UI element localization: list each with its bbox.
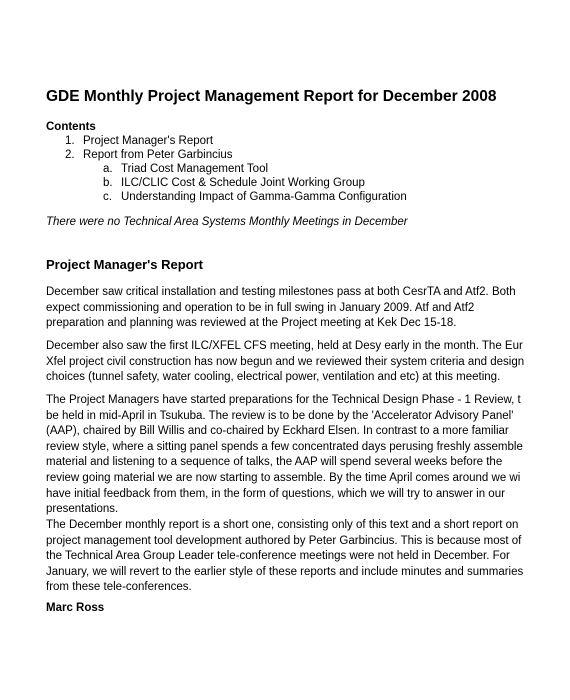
paragraph-line: preparation and planning was reviewed at the Project meeting at Kek Dec 15-18. (46, 317, 457, 330)
paragraph-line: December saw critical installation and testing milestones pass at both CesrTA and Atf2. Both (46, 286, 516, 298)
toc-subitem (103, 191, 407, 203)
paragraph-line: be held in mid-April in Tsukuba. The review is to be done by the 'Accelerator Advisory Panel' (46, 409, 514, 422)
contents-heading: Contents (46, 121, 96, 133)
paragraph-line: material and listening to a sequence of talks, the AAP will spend several weeks before the (46, 456, 503, 469)
toc-label: Project Manager's Report (83, 135, 214, 147)
paragraph-line: review going material we are now starting to assemble. By the time April comes around we wi (46, 471, 521, 484)
paragraph-line: The December monthly report is a short one, consisting only of this text and a short report on (46, 519, 519, 531)
paragraph-line: have initial feedback from them, in the form of questions, which we will try to answer in our (46, 487, 505, 500)
toc-item (65, 135, 213, 147)
toc-item (65, 149, 233, 161)
paragraph (46, 339, 570, 386)
paragraph (46, 393, 570, 518)
toc-subitem (103, 163, 268, 175)
paragraph (46, 518, 570, 596)
paragraph-line: expect commissioning and operation to be in full swing in January 2009. Atf and Atf2 (46, 301, 475, 314)
paragraph-line: (AAP), chaired by Bill Willis and co-chaired by Eckhard Elsen. In contrast to a more familiar (46, 425, 509, 438)
toc-marker: 1. (65, 135, 75, 147)
section-heading: Project Manager's Report (46, 257, 203, 272)
author-signature: Marc Ross (46, 602, 105, 614)
toc-marker: a. (103, 163, 113, 175)
document-title: GDE Monthly Project Management Report for December 2008 (46, 88, 497, 105)
paragraph-line: January, we will revert to the earlier style of these reports and include minutes and summaries (46, 565, 524, 578)
toc-marker: c. (103, 191, 112, 203)
meetings-note: There were no Technical Area Systems Monthly Meetings in December (46, 216, 408, 228)
paragraph-line: Xfel project civil construction has now begun and we reviewed their system criteria and design (46, 355, 525, 368)
paragraph-line: The Project Managers have started preparations for the Technical Design Phase - 1 Review, t (46, 394, 521, 406)
toc-label: Report from Peter Garbincius (83, 149, 233, 161)
toc-label: Triad Cost Management Tool (121, 163, 269, 175)
paragraph-line: the Technical Area Group Leader tele-conference meetings were not held in December. For (46, 550, 510, 563)
toc-label: ILC/CLIC Cost & Schedule Joint Working Group (121, 177, 365, 189)
paragraph-line: review style, where a sitting panel spends a few concentrated days perusing freshly assemble (46, 440, 523, 453)
paragraph-line: presentations. (46, 503, 119, 516)
toc-marker: b. (103, 177, 113, 189)
paragraph-line: project management tool development authored by Peter Garbincius. This is because most of (46, 534, 522, 547)
paragraph (46, 285, 570, 332)
paragraph-line: December also saw the first ILC/XFEL CFS meeting, held at Desy early in the month. The Eur (46, 340, 523, 352)
toc-subitem (103, 177, 365, 189)
toc-label: Understanding Impact of Gamma-Gamma Configuration (121, 191, 407, 203)
paragraph-line: from these tele-conferences. (46, 581, 192, 594)
paragraph-line: choices (tunnel safety, water cooling, electrical power, ventilation and etc) at this meeting. (46, 371, 501, 384)
toc-marker: 2. (65, 149, 75, 161)
